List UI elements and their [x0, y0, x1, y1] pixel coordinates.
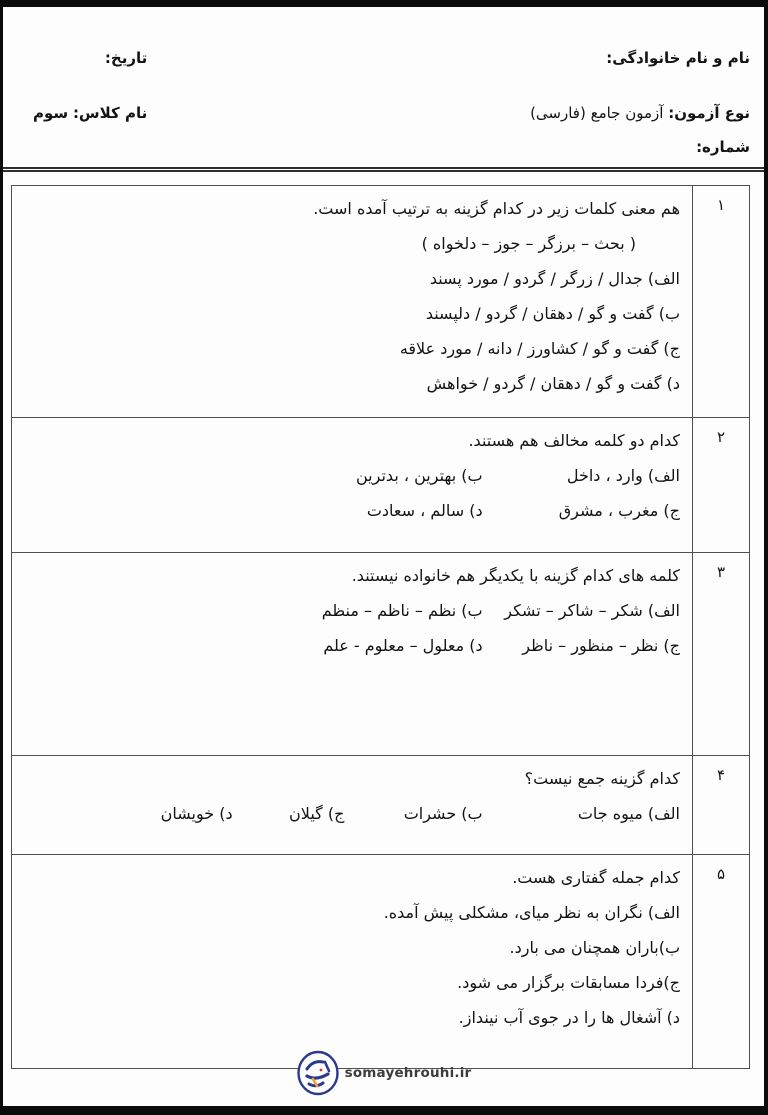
exam-type-label: نوع آزمون:: [668, 104, 750, 122]
question-number: ۲: [693, 418, 750, 553]
question-number: ۳: [693, 553, 750, 756]
option-b: ب) بهترین ، بدترین: [356, 466, 483, 485]
question-title: کدام گزینه جمع نیست؟: [524, 769, 680, 788]
table-row: [12, 418, 750, 553]
fullname-label: نام و نام خانوادگی:: [606, 49, 750, 67]
exam-type-value: آزمون جامع (فارسی): [530, 104, 664, 122]
site-url: somayehrouhi.ir: [344, 1065, 472, 1081]
table-row: [12, 756, 750, 855]
option-a: الف) وارد ، داخل: [566, 466, 680, 485]
table-row: [12, 553, 750, 756]
options-row: [22, 593, 680, 628]
exam-header: [3, 7, 764, 158]
option-b: ب) نظم – ناظم – منظم: [321, 601, 483, 620]
options-row: [22, 628, 680, 663]
question-number: ۱: [693, 186, 750, 418]
number-label: شماره:: [696, 138, 750, 156]
site-footer: [3, 1050, 764, 1096]
table-row: [12, 855, 750, 1069]
date-field: [33, 47, 147, 69]
fullname-field: [530, 47, 750, 69]
date-label: تاریخ:: [104, 49, 148, 67]
calligraphy-logo-icon: [296, 1050, 340, 1096]
option-d: د) معلول – معلوم - علم: [323, 636, 483, 655]
header-left-fields: [33, 47, 147, 158]
question-number: ۴: [693, 756, 750, 855]
question-number: ۵: [693, 855, 750, 1069]
question-title: کدام دو کلمه مخالف هم هستند.: [468, 431, 680, 450]
question-5-cell: [12, 855, 693, 1069]
header-right-fields: [530, 47, 750, 158]
option-b: ب)باران همچنان می بارد.: [509, 938, 680, 957]
question-2-cell: [12, 418, 693, 553]
exam-page: [3, 7, 764, 1106]
questions-table: [11, 185, 750, 1069]
option-c: ج) گیلان: [289, 804, 345, 823]
question-4-cell: [12, 756, 693, 855]
option-c: ج)فردا مسابقات برگزار می شود.: [457, 973, 680, 992]
option-d: د) گفت و گو / دهقان / گردو / خواهش: [426, 374, 680, 393]
class-value: سوم: [33, 104, 69, 122]
question-3-cell: [12, 553, 693, 756]
question-word-list: ( بحث – برزگر – جوز – دلخواه ): [421, 234, 636, 253]
option-d: د) سالم ، سعادت: [366, 501, 483, 520]
options-row: [22, 458, 680, 493]
header-separator: [3, 167, 764, 172]
option-a: الف) شکر – شاکر – تشکر: [504, 601, 680, 620]
class-label: نام کلاس:: [72, 104, 148, 122]
question-1-cell: [12, 186, 693, 418]
option-a: الف) جدال / زرگر / گردو / مورد پسند: [429, 269, 680, 288]
options-row: [22, 493, 680, 528]
option-b: ب) گفت و گو / دهقان / گردو / دلپسند: [425, 304, 680, 323]
question-title: هم معنی کلمات زیر در کدام گزینه به ترتیب آمده است.: [313, 199, 680, 218]
option-c: ج) نظر – منظور – ناظر: [522, 636, 680, 655]
question-title: کلمه های کدام گزینه با یکدیگر هم خانواده نیستند.: [351, 566, 680, 585]
option-d: د) آشغال ها را در جوی آب نینداز.: [458, 1008, 680, 1027]
class-field: [33, 102, 147, 124]
option-c: ج) مغرب ، مشرق: [558, 501, 680, 520]
option-c: ج) گفت و گو / کشاورز / دانه / مورد علاقه: [399, 339, 680, 358]
table-row: [12, 186, 750, 418]
question-title: کدام جمله گفتاری هست.: [512, 868, 680, 887]
options-row: [22, 796, 680, 831]
option-d: د) خویشان: [160, 804, 233, 823]
option-a: الف) میوه جات: [577, 804, 680, 823]
number-field: [530, 136, 750, 158]
option-b: ب) حشرات: [403, 804, 483, 823]
option-a: الف) نگران به نظر میای، مشکلی پیش آمده.: [383, 903, 680, 922]
exam-type-field: [530, 102, 750, 124]
